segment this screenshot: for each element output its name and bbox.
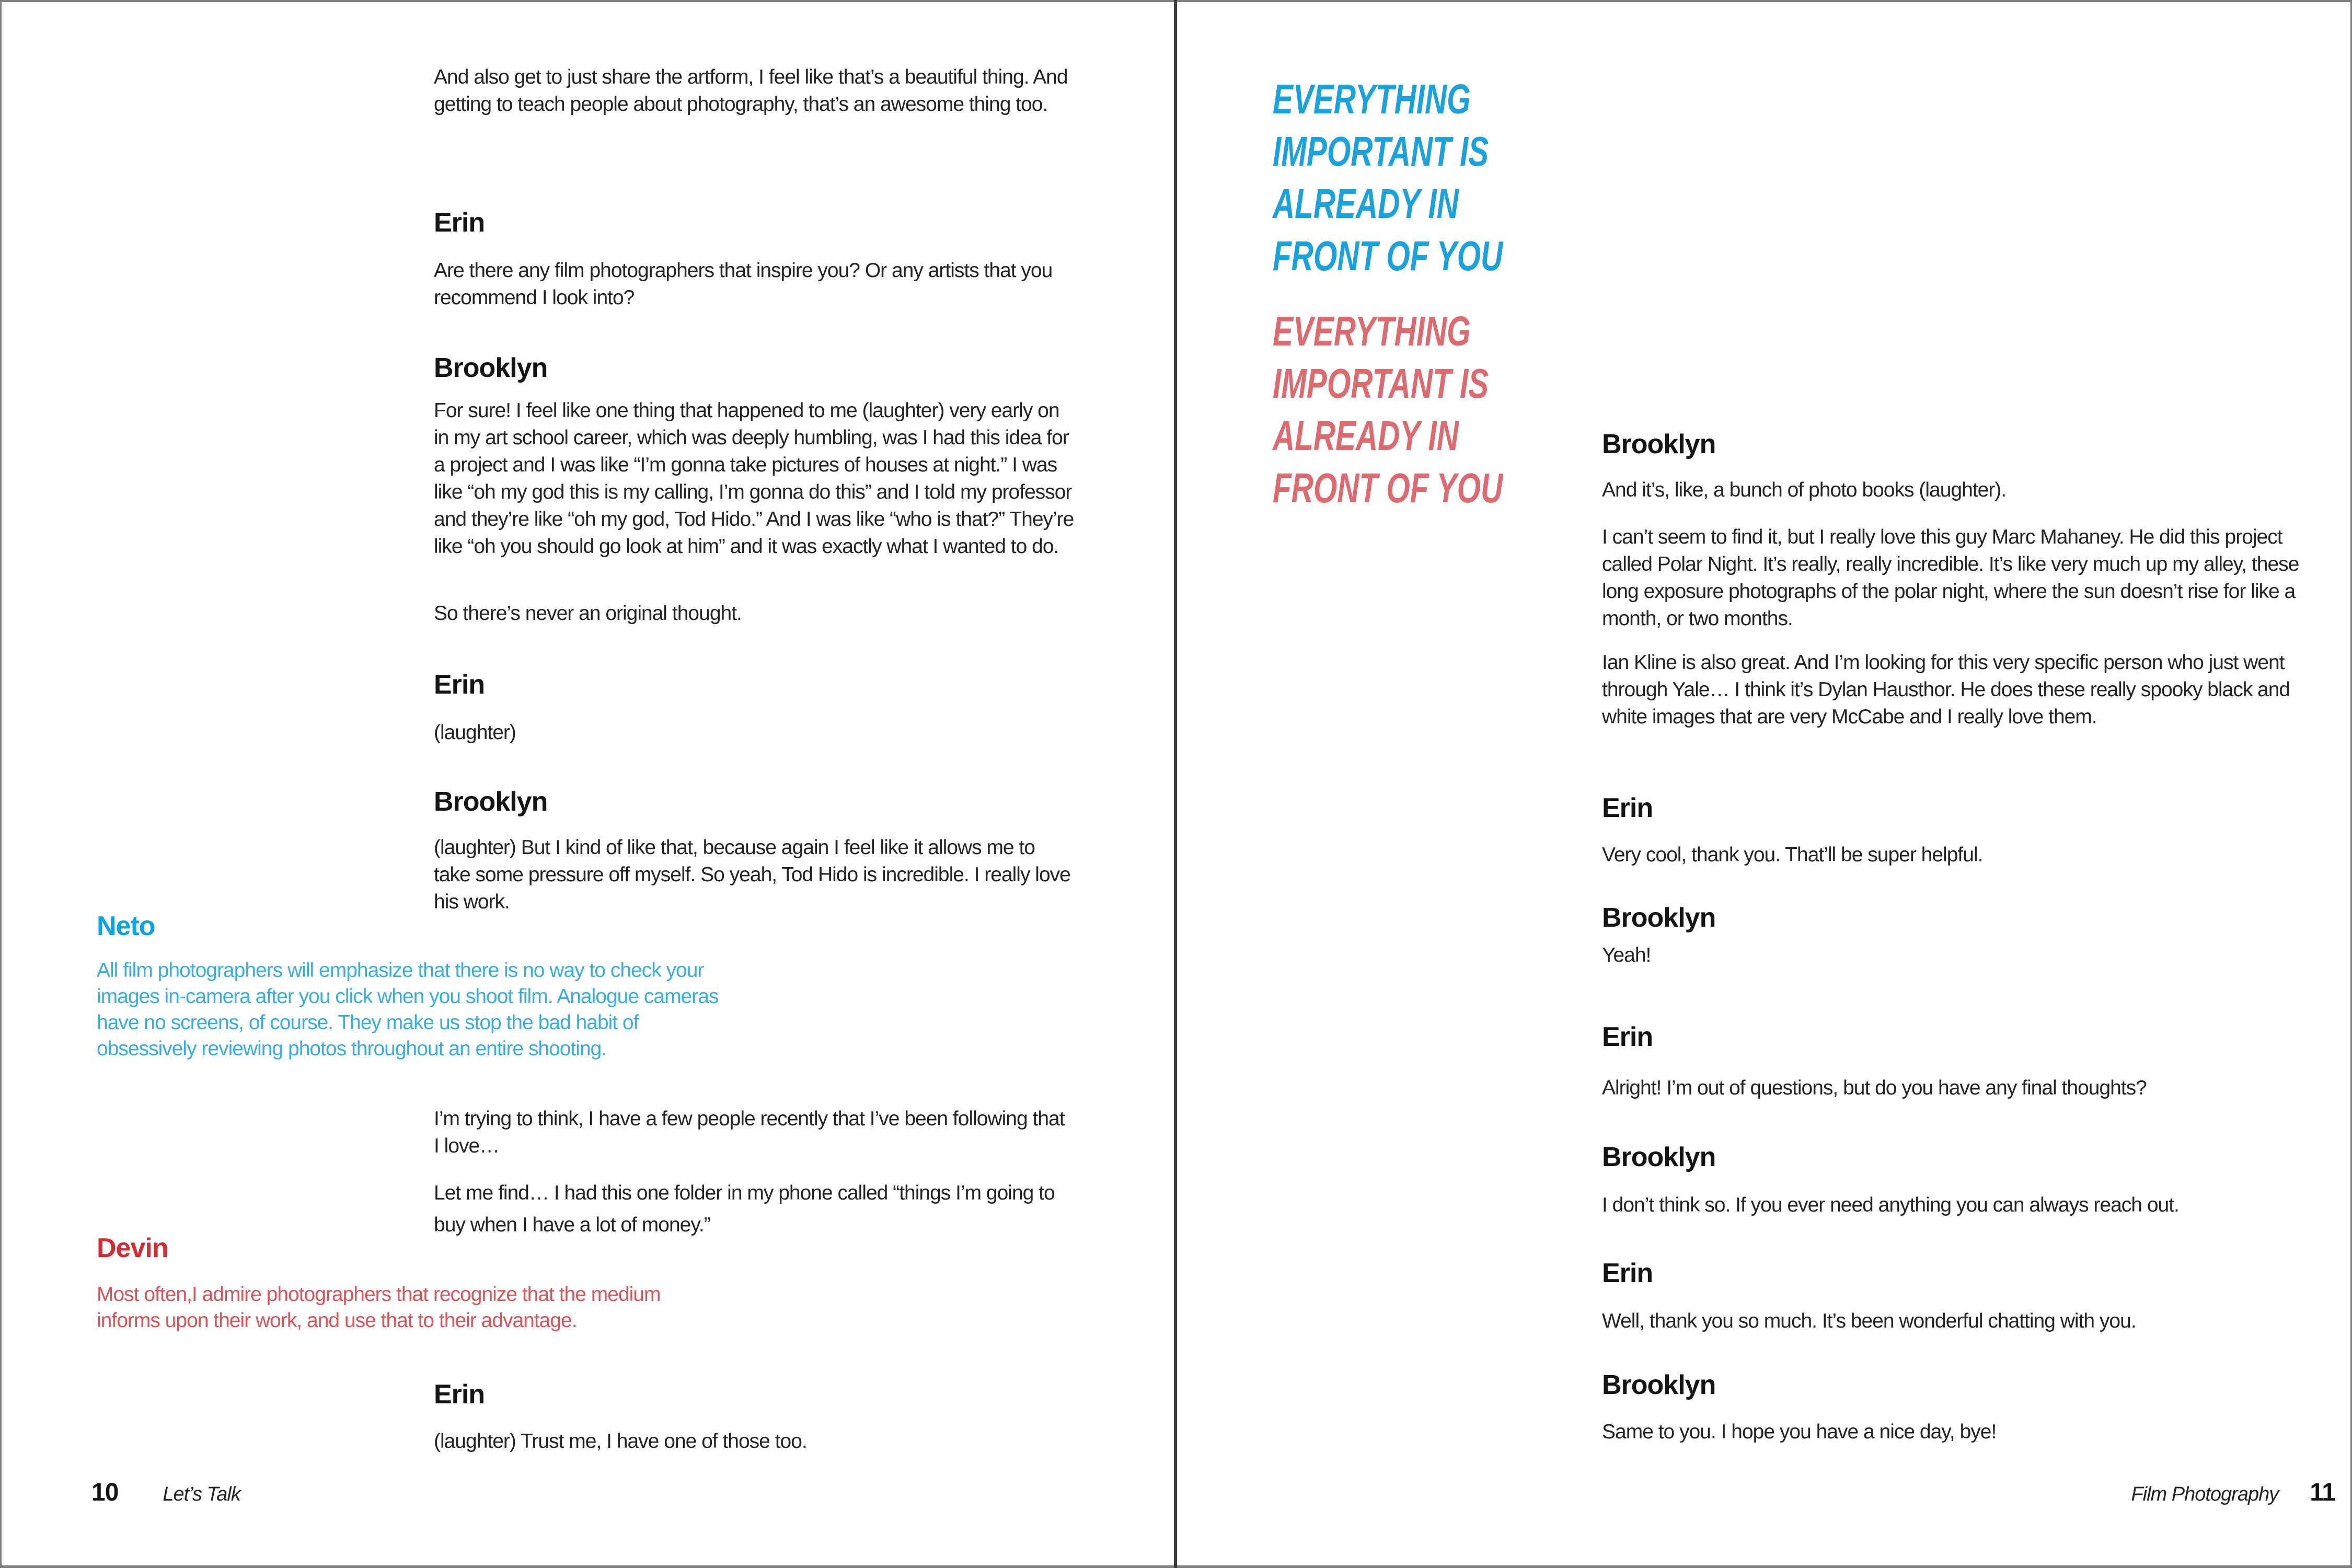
speaker-heading-brooklyn: Brooklyn [1602, 1370, 1716, 1400]
dialogue-paragraph: I can’t seem to find it, but I really love this guy Marc Mahaney. He did this project called Polar Night. It’s really, really incredible. It’s like very much up my alley, these long exposure photographs of the polar night, where the sun doesn’t rise for like a month, or two months. [1602, 526, 2299, 630]
dialogue-paragraph: (laughter) But I kind of like that, because again I feel like it allows me to take some pressure off myself. So yeah, Tod Hido is incredible. I really love his work. [434, 836, 1070, 913]
speaker-heading-erin: Erin [434, 670, 485, 700]
dialogue-paragraph: I’m trying to think, I have a few people recently that I’ve been following that I love… [434, 1108, 1065, 1157]
speaker-heading-erin: Erin [1602, 793, 1653, 823]
speaker-heading-brooklyn: Brooklyn [1602, 1142, 1716, 1172]
speaker-heading-erin: Erin [1602, 1258, 1653, 1288]
dialogue-paragraph: So there’s never an original thought. [434, 602, 742, 625]
dialogue-paragraph: Ian Kline is also great. And I’m looking for this very specific person who just went through Yale… I think it’s Dylan Hausthor. He does these really spooky black and white images that are very McCabe and I really love them. [1602, 651, 2290, 728]
pull-quote-headline-red [1273, 305, 1503, 514]
page-footer-right [2131, 1478, 2335, 1507]
speaker-heading-erin: Erin [434, 1379, 485, 1410]
headline-line: EVERYTHING [1273, 308, 1471, 354]
headline-line: ALREADY IN [1273, 180, 1459, 227]
dialogue-paragraph: I don’t think so. If you ever need anything you can always reach out. [1602, 1194, 2179, 1216]
dialogue-paragraph: For sure! I feel like one thing that happened to me (laughter) very early on in my art school career, which was deeply humbling, was I had this idea for a project and I was like “I’m gonna take pictures of houses at night.” I was like “oh my god this is my calling, I’m gonna do this” and I told my professor and they’re like “oh my god, Tod Hido.” And I was like “who is that?” They’re like “oh you should go look at him” and it was exactly what I wanted to do. [434, 399, 1074, 558]
margin-note-text-neto: All film photographers will emphasize that there is no way to check your images in-camera after you click when you shoot film. Analogue cameras have no screens, of course. They make us stop the bad habit of obsessively reviewing photos throughout an entire shooting. [97, 959, 719, 1060]
dialogue-paragraph: Yeah! [1602, 944, 1651, 966]
dialogue-paragraph: And it’s, like, a bunch of photo books (laughter). [1602, 479, 2007, 501]
section-title: Let’s Talk [163, 1483, 240, 1505]
page-border-left [0, 0, 2, 1568]
headline-line: FRONT OF YOU [1273, 233, 1503, 279]
dialogue-paragraph: Well, thank you so much. It’s been wonderful chatting with you. [1602, 1310, 2136, 1332]
speaker-heading-brooklyn: Brooklyn [434, 787, 548, 817]
dialogue-paragraph: And also get to just share the artform, I feel like that’s a beautiful thing. And getting to teach people about photography, that’s an awesome thing too. [434, 66, 1068, 116]
headline-line: IMPORTANT IS [1273, 128, 1489, 175]
speaker-heading-brooklyn: Brooklyn [434, 353, 548, 383]
speaker-heading-erin: Erin [434, 207, 485, 238]
page-number: 10 [91, 1479, 119, 1506]
speaker-heading-brooklyn: Brooklyn [1602, 429, 1716, 459]
speaker-heading-brooklyn: Brooklyn [1602, 903, 1716, 933]
headline-line: IMPORTANT IS [1273, 360, 1489, 407]
speaker-heading-erin: Erin [1602, 1022, 1653, 1052]
headline-line: FRONT OF YOU [1273, 465, 1503, 511]
dialogue-paragraph: (laughter) Trust me, I have one of those too. [434, 1430, 807, 1452]
margin-note-heading-neto: Neto [97, 911, 155, 941]
dialogue-paragraph: Same to you. I hope you have a nice day, bye! [1602, 1421, 1997, 1443]
page-footer-left [91, 1478, 240, 1507]
headline-line: ALREADY IN [1273, 412, 1459, 459]
dialogue-paragraph: Very cool, thank you. That’ll be super helpful. [1602, 844, 1983, 866]
page-number: 11 [2310, 1479, 2335, 1506]
headline-line: EVERYTHING [1273, 76, 1471, 122]
dialogue-paragraph: (laughter) [434, 721, 516, 744]
dialogue-paragraph: Let me find… I had this one folder in my phone called “things I’m going to buy when I have a lot of money.” [434, 1182, 1055, 1236]
dialogue-paragraph: Are there any film photographers that inspire you? Or any artists that you recommend I look into? [434, 259, 1053, 309]
dialogue-paragraph: Alright! I’m out of questions, but do you have any final thoughts? [1602, 1077, 2147, 1099]
margin-note-heading-devin: Devin [97, 1233, 168, 1263]
margin-note-text-devin: Most often,I admire photographers that recognize that the medium informs upon their work, and use that to their advantage. [97, 1283, 661, 1332]
page-gutter-divider [1174, 0, 1177, 1568]
section-title: Film Photography [2131, 1483, 2279, 1505]
pull-quote-headline-blue [1273, 73, 1503, 282]
